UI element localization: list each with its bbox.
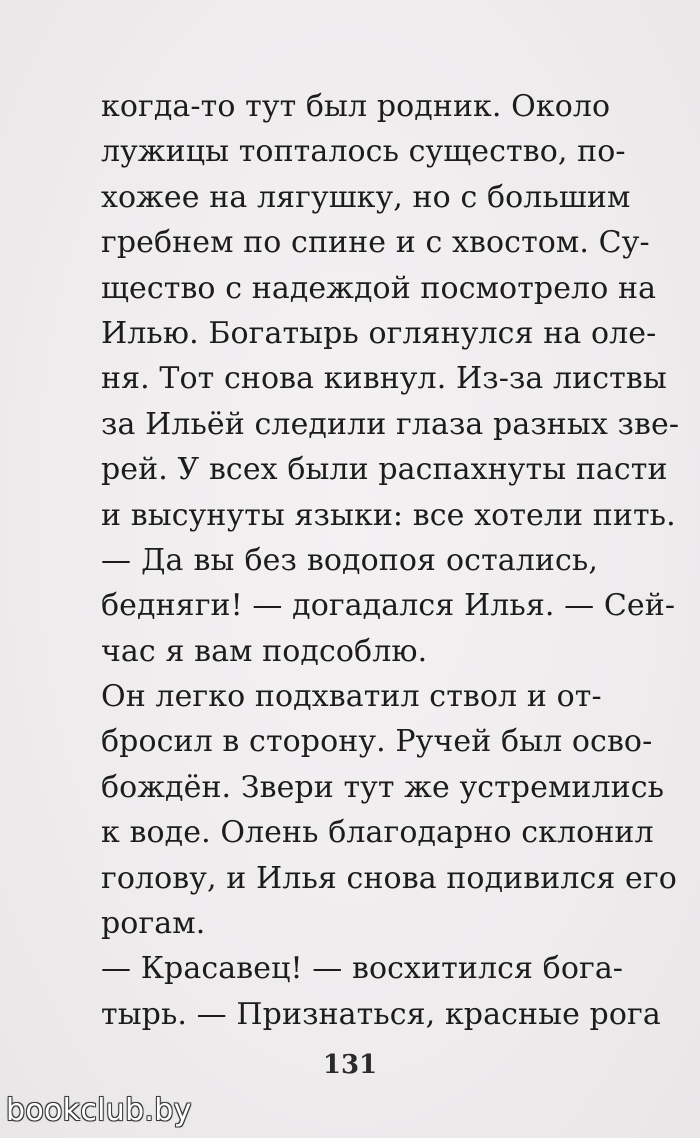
text-line: лужицы топталось существо, по- [101,134,626,170]
text-line: хожее на лягушку, но с большим [101,179,631,215]
page-number: 131 [322,1050,378,1080]
text-line: бросил в сторону. Ручей был осво- [101,724,653,760]
text-line: щество с надеждой посмотрело на [101,270,657,306]
page-text [101,84,680,1037]
text-line: и высунуты языки: все хотели пить. [101,497,676,533]
text-line: — Да вы без водопоя остались, [101,542,598,578]
text-line: — Красавец! — восхитился бога- [101,951,624,987]
text-line: ня. Тот снова кивнул. Из-за листвы [101,361,667,397]
text-line: бедняги! — догадался Илья. — Сей- [101,588,676,624]
text-line: к воде. Олень благодарно склонил [101,815,654,851]
text-line: за Ильёй следили глаза разных зве- [101,406,680,442]
text-line: час я вам подсоблю. [101,633,428,669]
text-line: Илью. Богатырь оглянулся на оле- [101,315,657,351]
watermark: bookclub.by [6,1093,192,1128]
text-line: Он легко подхватил ствол и от- [101,679,602,715]
text-line: бождён. Звери тут же устремились [101,769,665,805]
text-line: голову, и Илья снова подивился его [101,860,677,896]
text-line: рей. У всех были распахнуты пасти [101,452,668,488]
text-line: когда-то тут был родник. Около [101,89,611,124]
text-line: гребнем по спине и с хвостом. Су- [101,225,650,261]
text-line: тырь. — Признаться, красные рога [101,996,661,1032]
text-line: рогам. [101,906,206,942]
